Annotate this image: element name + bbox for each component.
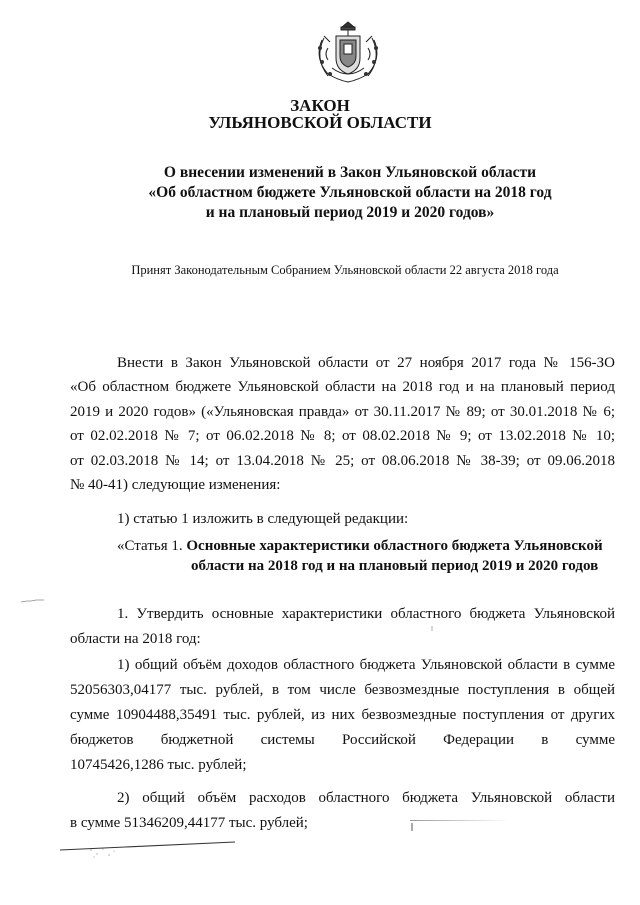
law-region: УЛЬЯНОВСКОЙ ОБЛАСТИ (208, 113, 432, 132)
law-subject-line-2: «Об областном бюджете Ульяновской области на 2018 год (148, 184, 552, 201)
coat-of-arms-emblem (310, 18, 386, 84)
article-heading-line-1 (117, 536, 627, 556)
intro-line-6: № 40-41) следующие изменения: (70, 477, 281, 493)
item-1: 1) статью 1 изложить в следующей редакции: (117, 511, 409, 527)
subpoint-1-line-2: 52056303,04177 тыс. рублей, в том числе безвозмездные поступления в общей (70, 682, 615, 698)
scan-speck (430, 625, 436, 633)
scan-line-artifact (60, 820, 620, 860)
intro-line-4: от 02.02.2018 № 7; от 06.02.2018 № 8; от 08.02.2018 № 9; от 13.02.2018 № 10; (70, 428, 615, 444)
article-title-part-1: Основные характеристики областного бюджета Ульяновской (186, 538, 603, 554)
article-label: «Статья 1. (117, 538, 183, 554)
point-1-line-2: области на 2018 год: (70, 631, 201, 647)
law-title: ЗАКОН (290, 96, 350, 115)
subpoint-1-line-5: 10745426,1286 тыс. рублей; (70, 757, 247, 773)
intro-line-3: 2019 и 2020 годов» («Ульяновская правда» от 30.11.2017 № 89; от 30.01.2018 № 6; (70, 404, 615, 420)
article-heading-line-2: области на 2018 год и на плановый период 2019 и 2020 годов (191, 558, 599, 574)
scan-specks (88, 846, 118, 860)
intro-line-2: «Об областном бюджете Ульяновской области на 2018 год и на плановый период (70, 379, 615, 395)
subpoint-1-line-1: 1) общий объём доходов областного бюджета Ульяновской области в сумме (117, 657, 615, 673)
law-subject-line-1: О внесении изменений в Закон Ульяновской области (163, 164, 537, 181)
subpoint-2-line-2: в сумме 51346209,44177 тыс. рублей; (70, 815, 308, 831)
subpoint-1-line-3: сумме 10904488,35491 тыс. рублей, из них безвозмездные поступления от других (70, 707, 615, 723)
adoption-note: Принят Законодательным Собранием Ульяновской области 22 августа 2018 года (131, 263, 559, 277)
intro-line-5: от 02.03.2018 № 14; от 13.04.2018 № 25; от 08.06.2018 № 38-39; от 09.06.2018 (70, 453, 615, 469)
point-1-line-1: 1. Утвердить основные характеристики областного бюджета Ульяновской (117, 606, 615, 622)
law-subject-line-3: и на плановый период 2019 и 2020 годов» (205, 204, 495, 221)
intro-line-1: Внести в Закон Ульяновской области от 27 ноября 2017 года № 156-ЗО (117, 355, 615, 371)
subpoint-1-line-4: бюджетов бюджетной системы Российской Федерации в сумме (70, 732, 615, 748)
scan-mark (20, 598, 50, 604)
subpoint-2-line-1: 2) общий объём расходов областного бюджета Ульяновской области (117, 790, 615, 806)
